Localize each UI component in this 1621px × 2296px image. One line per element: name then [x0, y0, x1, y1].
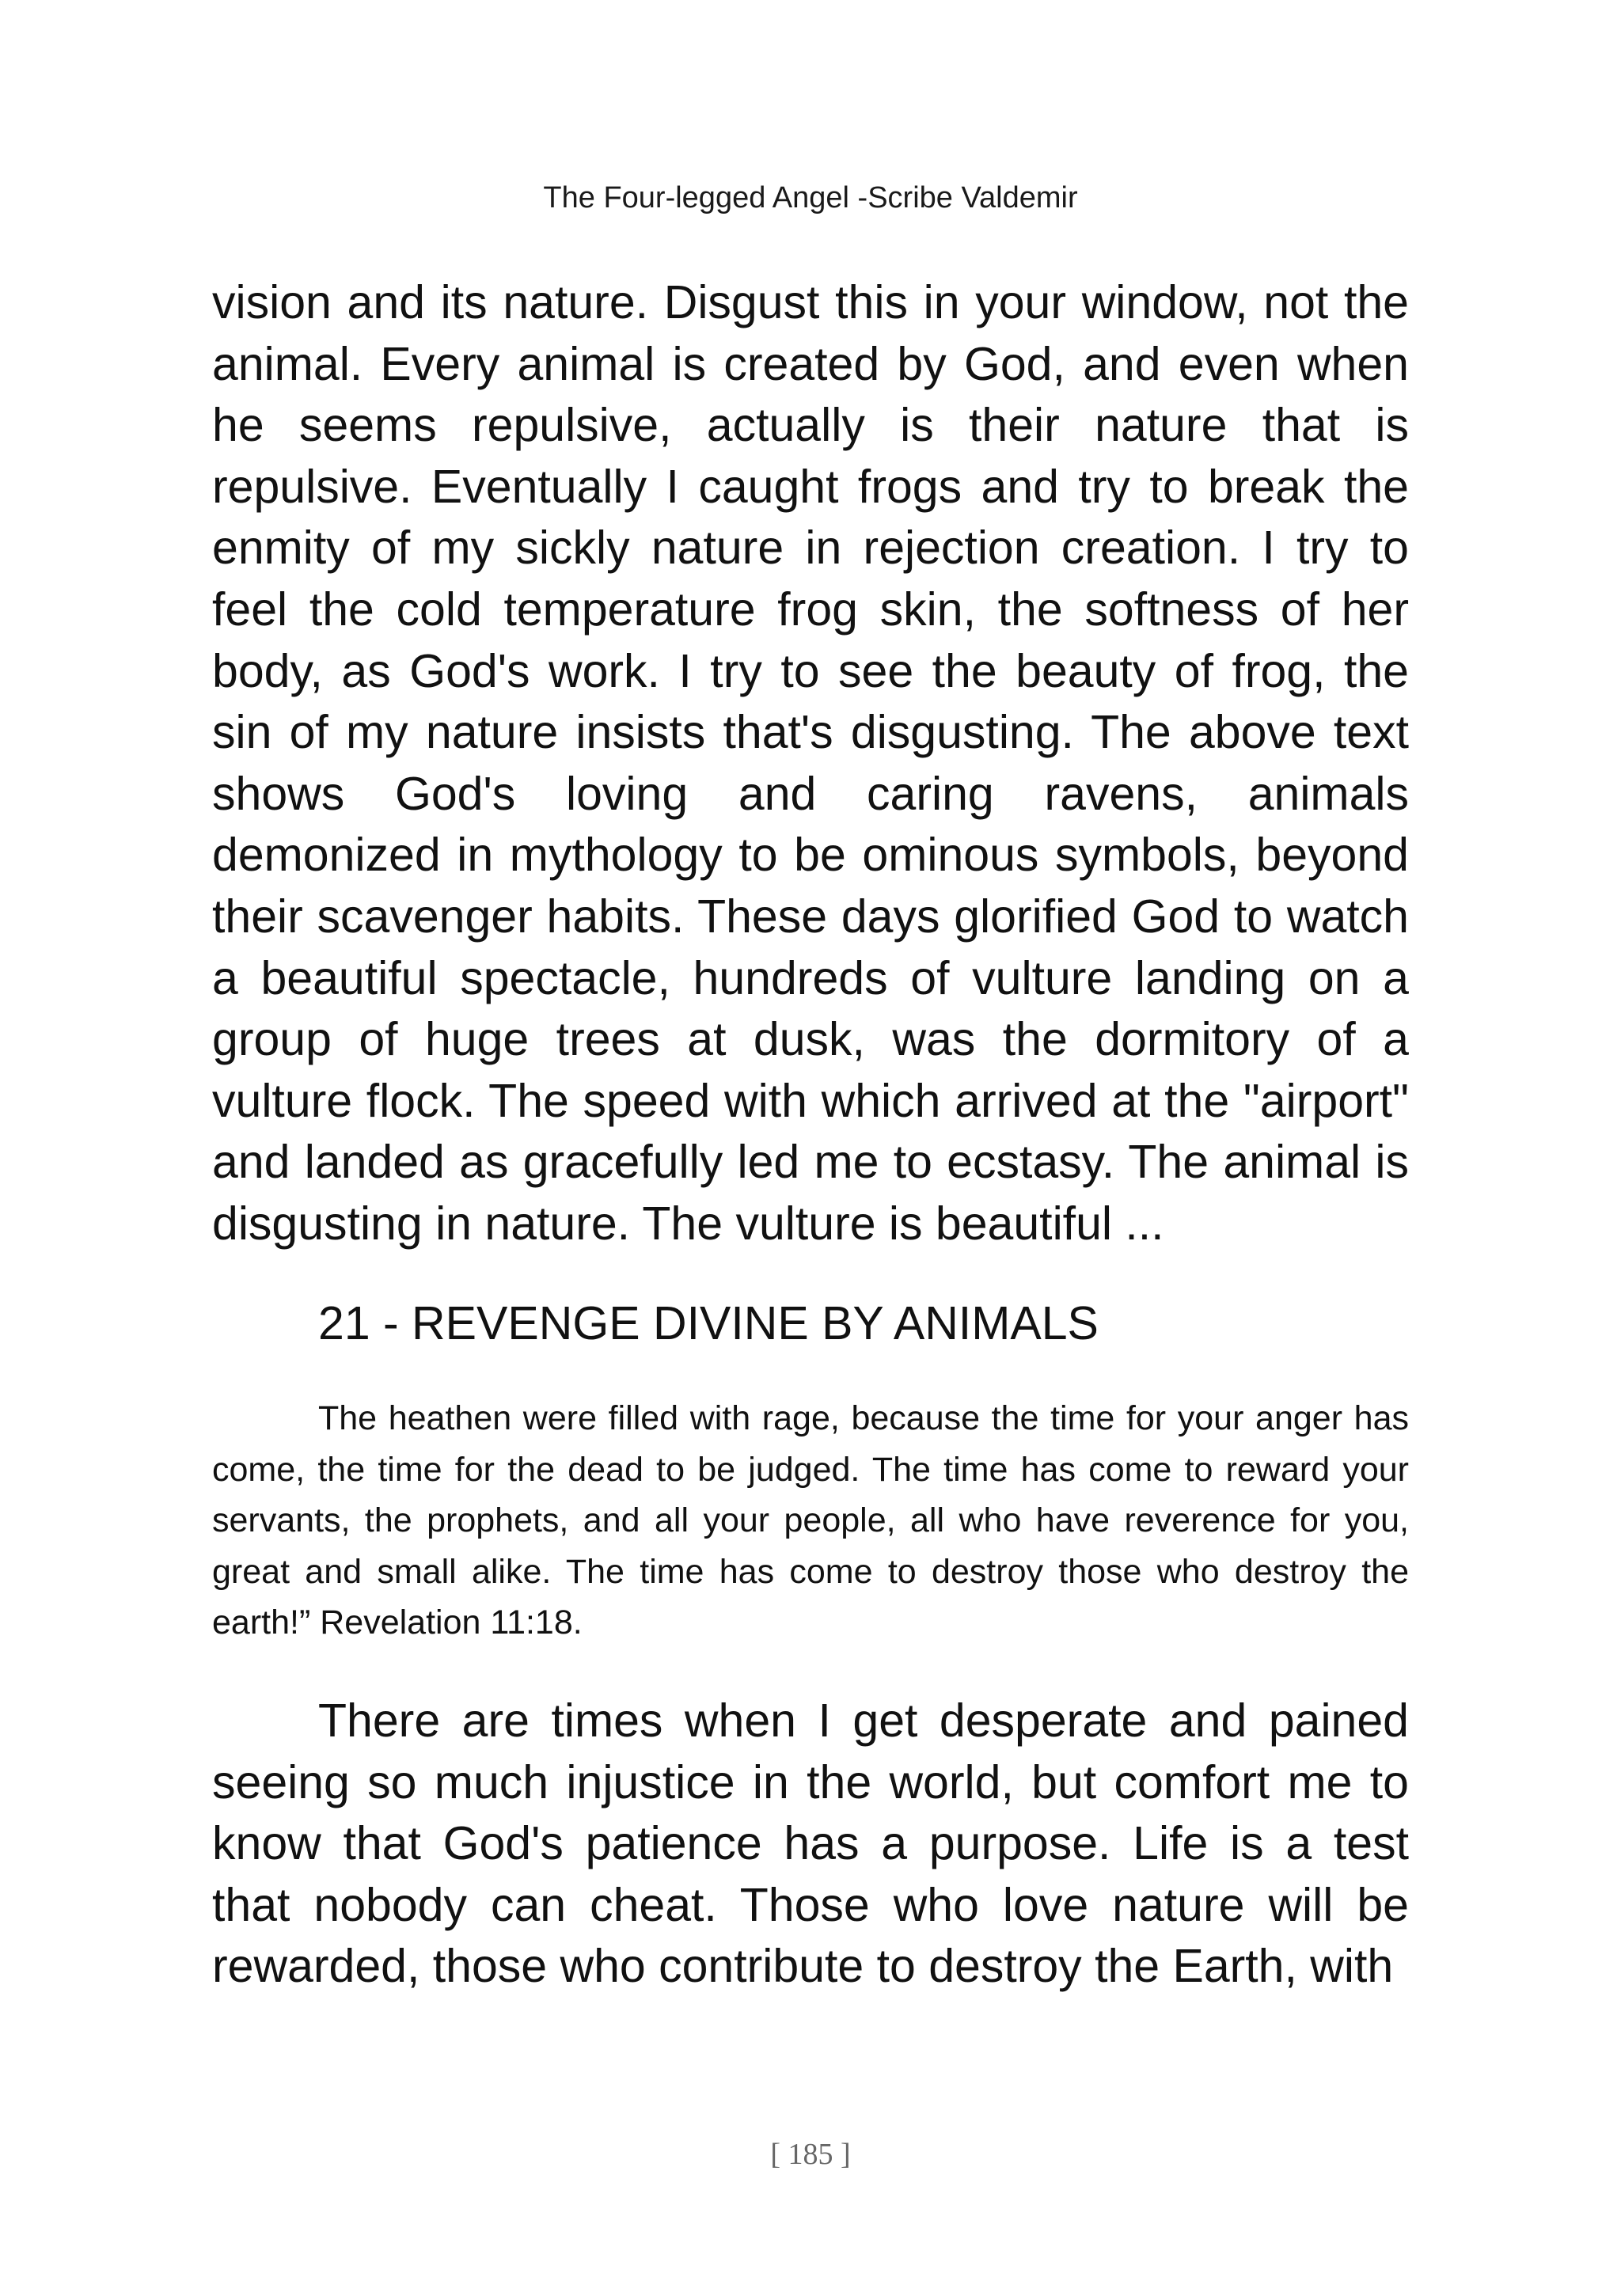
- body-paragraph-next: There are times when I get desperate and pained seeing so much injustice in the world, but comfort me to know that God's patience has a purpose. Life is a test that nobody can cheat. Those who love nature will be rewarded, those who contribute to destroy the Earth, with: [212, 1694, 1409, 1993]
- body-paragraph-continued: vision and its nature. Disgust this in your window, not the animal. Every animal is created by God, and even when he seems repulsive, actually is their nature that is repulsive. Eventually I caught frogs and try to break the enmity of my sickly nature in rejection creation. I try to feel the cold temperature frog skin, the softness of her body, as God's work. I try to see the beauty of frog, the sin of my nature insists that's disgusting. The above text shows God's loving and caring ravens, animals demonized in mythology to be ominous symbols, beyond their scavenger habits. These days glorified God to watch a beautiful spectacle, hundreds of vulture landing on a group of huge trees at dusk, was the dormitory of a vulture flock. The speed with which arrived at the "airport" and landed as gracefully led me to ecstasy. The animal is disgusting in nature. The vulture is beautiful ...: [212, 276, 1409, 1250]
- page-number: [ 185 ]: [770, 2138, 851, 2171]
- epigraph-quote: The heathen were filled with rage, because the time for your anger has come, the time for the dead to be judged. The time has come to reward your servants, the prophets, and all your people, all who have reverence for you, great and small alike. The time has come to destroy those who destroy the earth!” Revelation 11:18.: [212, 1399, 1409, 1641]
- chapter-heading: 21 - REVENGE DIVINE BY ANIMALS: [318, 1297, 1099, 1349]
- running-title: The Four-legged Angel -Scribe Valdemir: [543, 181, 1078, 214]
